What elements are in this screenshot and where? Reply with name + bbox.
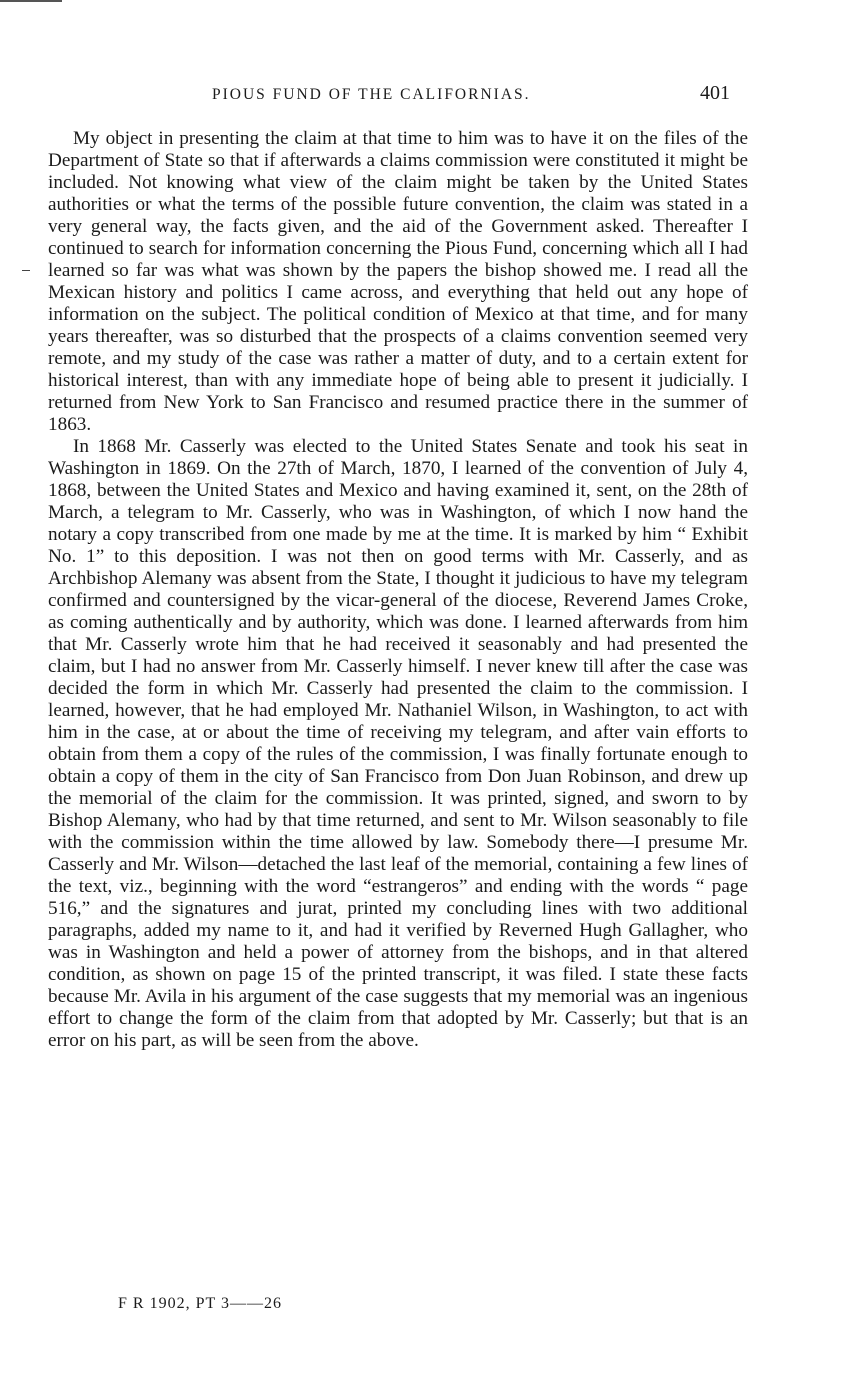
footer-signature: F R 1902, PT 3——26	[118, 1295, 282, 1312]
body-text	[48, 128, 748, 1052]
top-rule	[0, 0, 62, 2]
page-number: 401	[700, 82, 730, 104]
paragraph: In 1868 Mr. Casserly was elected to the United States Senate and took his seat in Washington in 1869. On the 27th of March, 1870, I learned of the convention of July 4, 1868, between the United States and Mexico and having examined it, sent, on the 28th of March, a telegram to Mr. Casserly, who was in Washington, of which I now hand the notary a copy transcribed from one made by me at the time. It is marked by him “ Exhibit No. 1” to this deposition. I was not then on good terms with Mr. Casserly, and as Archbishop Alemany was absent from the State, I thought it judicious to have my telegram confirmed and countersigned by the vicar-general of the diocese, Reverend James Croke, as coming authentically and by authority, which was done. I learned afterwards from him that Mr. Casserly wrote him that he had received it seasonably and had presented the claim, but I had no answer from Mr. Casserly himself. I never knew till after the case was decided the form in which Mr. Casserly had presented the claim to the commission. I learned, however, that he had employed Mr. Nathaniel Wilson, in Washington, to act with him in the case, at or about the time of receiving my telegram, and after vain efforts to obtain from them a copy of the rules of the commission, I was finally fortunate enough to obtain a copy of them in the city of San Francisco from Don Juan Robinson, and drew up the memorial of the claim for the commission. It was printed, signed, and sworn to by Bishop Alemany, who had by that time returned, and sent to Mr. Wilson seasonably to file with the commission within the time allowed by law. Somebody there—I presume Mr. Casserly and Mr. Wilson—detached the last leaf of the memorial, containing a few lines of the text, viz., beginning with the word “estrangeros” and ending with the words “ page 516,” and the signatures and jurat, printed my concluding lines with two additional paragraphs, added my name to it, and had it verified by Reverned Hugh Gallagher, who was in Washington and held a power of attorney from the bishops, and in that altered condition, as shown on page 15 of the printed transcript, it was filed. I state these facts because Mr. Avila in his argument of the case suggests that my memorial was an ingenious effort to change the form of the claim from that adopted by Mr. Casserly; but that is an error on his part, as will be seen from the above.	[48, 436, 748, 1051]
margin-mark	[22, 270, 30, 271]
paragraph: My object in presenting the claim at that time to him was to have it on the files of the Department of State so that if afterwards a claims commission were constituted it might be included. Not knowing what view of the claim might be taken by the United States authorities or what the terms of the possible future convention, the claim was stated in a very general way, the facts given, and the aid of the Government asked. Thereafter I continued to search for information concerning the Pious Fund, concerning which all I had learned so far was what was shown by the papers the bishop showed me. I read all the Mexican history and politics I came across, and everything that held out any hope of information on the subject. The political condition of Mexico at that time, and for many years thereafter, was so disturbed that the prospects of a claims convention seemed very remote, and my study of the case was rather a matter of duty, and to a certain extent for historical interest, than with any immediate hope of being able to present it judicially. I returned from New York to San Francisco and resumed practice there in the summer of 1863.	[48, 128, 748, 435]
running-head	[0, 82, 859, 112]
running-title: PIOUS FUND OF THE CALIFORNIAS.	[212, 86, 531, 103]
